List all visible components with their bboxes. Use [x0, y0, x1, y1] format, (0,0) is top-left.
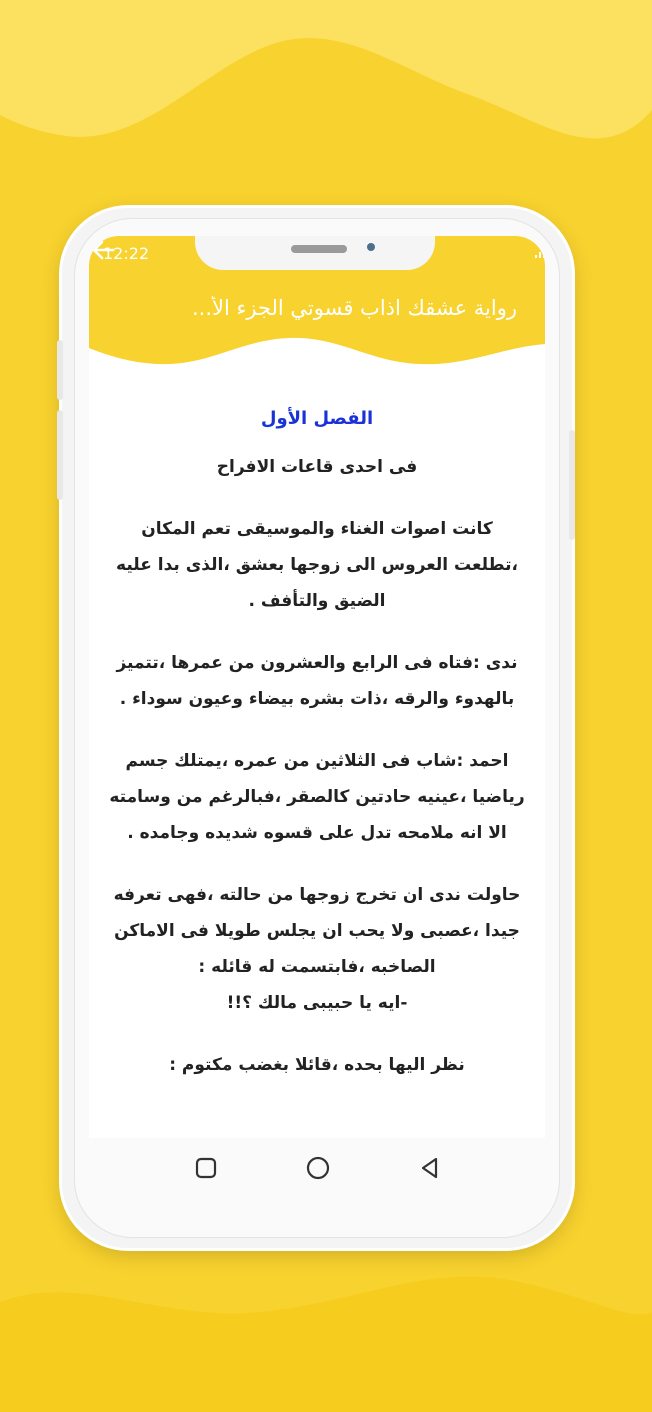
signal-icon	[533, 246, 545, 260]
text-line: الضيق والتأفف .	[248, 591, 386, 611]
status-bar	[89, 244, 545, 268]
status-time: 12:22	[103, 244, 150, 263]
arrow-left-icon[interactable]	[89, 236, 117, 264]
text-line: احمد :شاب فى الثلاثين من عمره ،يمتلك جسم	[125, 751, 509, 771]
text-line: بالهدوء والرقه ،ذات بشره بيضاء وعيون سوداء .	[119, 689, 515, 709]
bottom-wave-decoration	[0, 1262, 652, 1412]
triangle-back-icon[interactable]	[414, 1152, 446, 1184]
text-line: ،تطلعت العروس الى زوجها بعشق ،الذى بدا عليه	[116, 555, 518, 575]
paragraph	[99, 645, 535, 717]
navigation-bar	[89, 1138, 545, 1198]
paragraph	[99, 1047, 535, 1083]
text-line: ندى :فتاه فى الرابع والعشرون من عمرها ،تتميز	[116, 653, 518, 673]
text-line: الا انه ملامحه تدل على قسوه شديده وجامده .	[127, 823, 507, 843]
side-button	[57, 340, 63, 400]
paragraph	[99, 511, 535, 619]
text-line: فى احدى قاعات الافراح	[216, 457, 418, 477]
paragraph	[99, 743, 535, 851]
side-button	[569, 430, 575, 540]
text-line: كانت اصوات الغناء والموسيقى تعم المكان	[141, 519, 493, 539]
top-wave-decoration	[0, 0, 652, 180]
side-button	[57, 410, 63, 500]
text-line: جيدا ،عصبى ولا يحب ان يجلس طويلا فى الاماكن	[114, 921, 520, 941]
paragraph	[99, 877, 535, 1021]
text-line: رياضيا ،عينيه حادتين كالصقر ،فبالرغم من وسامته	[109, 787, 525, 807]
paragraph	[99, 449, 535, 485]
app-bar	[89, 236, 545, 386]
page-title: رواية عشقك اذاب قسوتي الجزء الأ...	[191, 296, 517, 320]
chapter-title: الفصل الأول	[260, 408, 374, 429]
text-line: حاولت ندى ان تخرج زوجها من حالته ،فهى تعرفه	[113, 885, 521, 905]
story-content	[89, 396, 545, 1138]
circle-icon[interactable]	[302, 1152, 334, 1184]
text-line: -ايه يا حبيبى مالك ؟!!	[226, 993, 408, 1013]
screen	[89, 236, 545, 1138]
square-icon[interactable]	[190, 1152, 222, 1184]
text-line: الصاخبه ،فابتسمت له قائله :	[198, 957, 436, 977]
text-line: نظر اليها بحده ،قائلا بغضب مكتوم :	[169, 1055, 465, 1075]
